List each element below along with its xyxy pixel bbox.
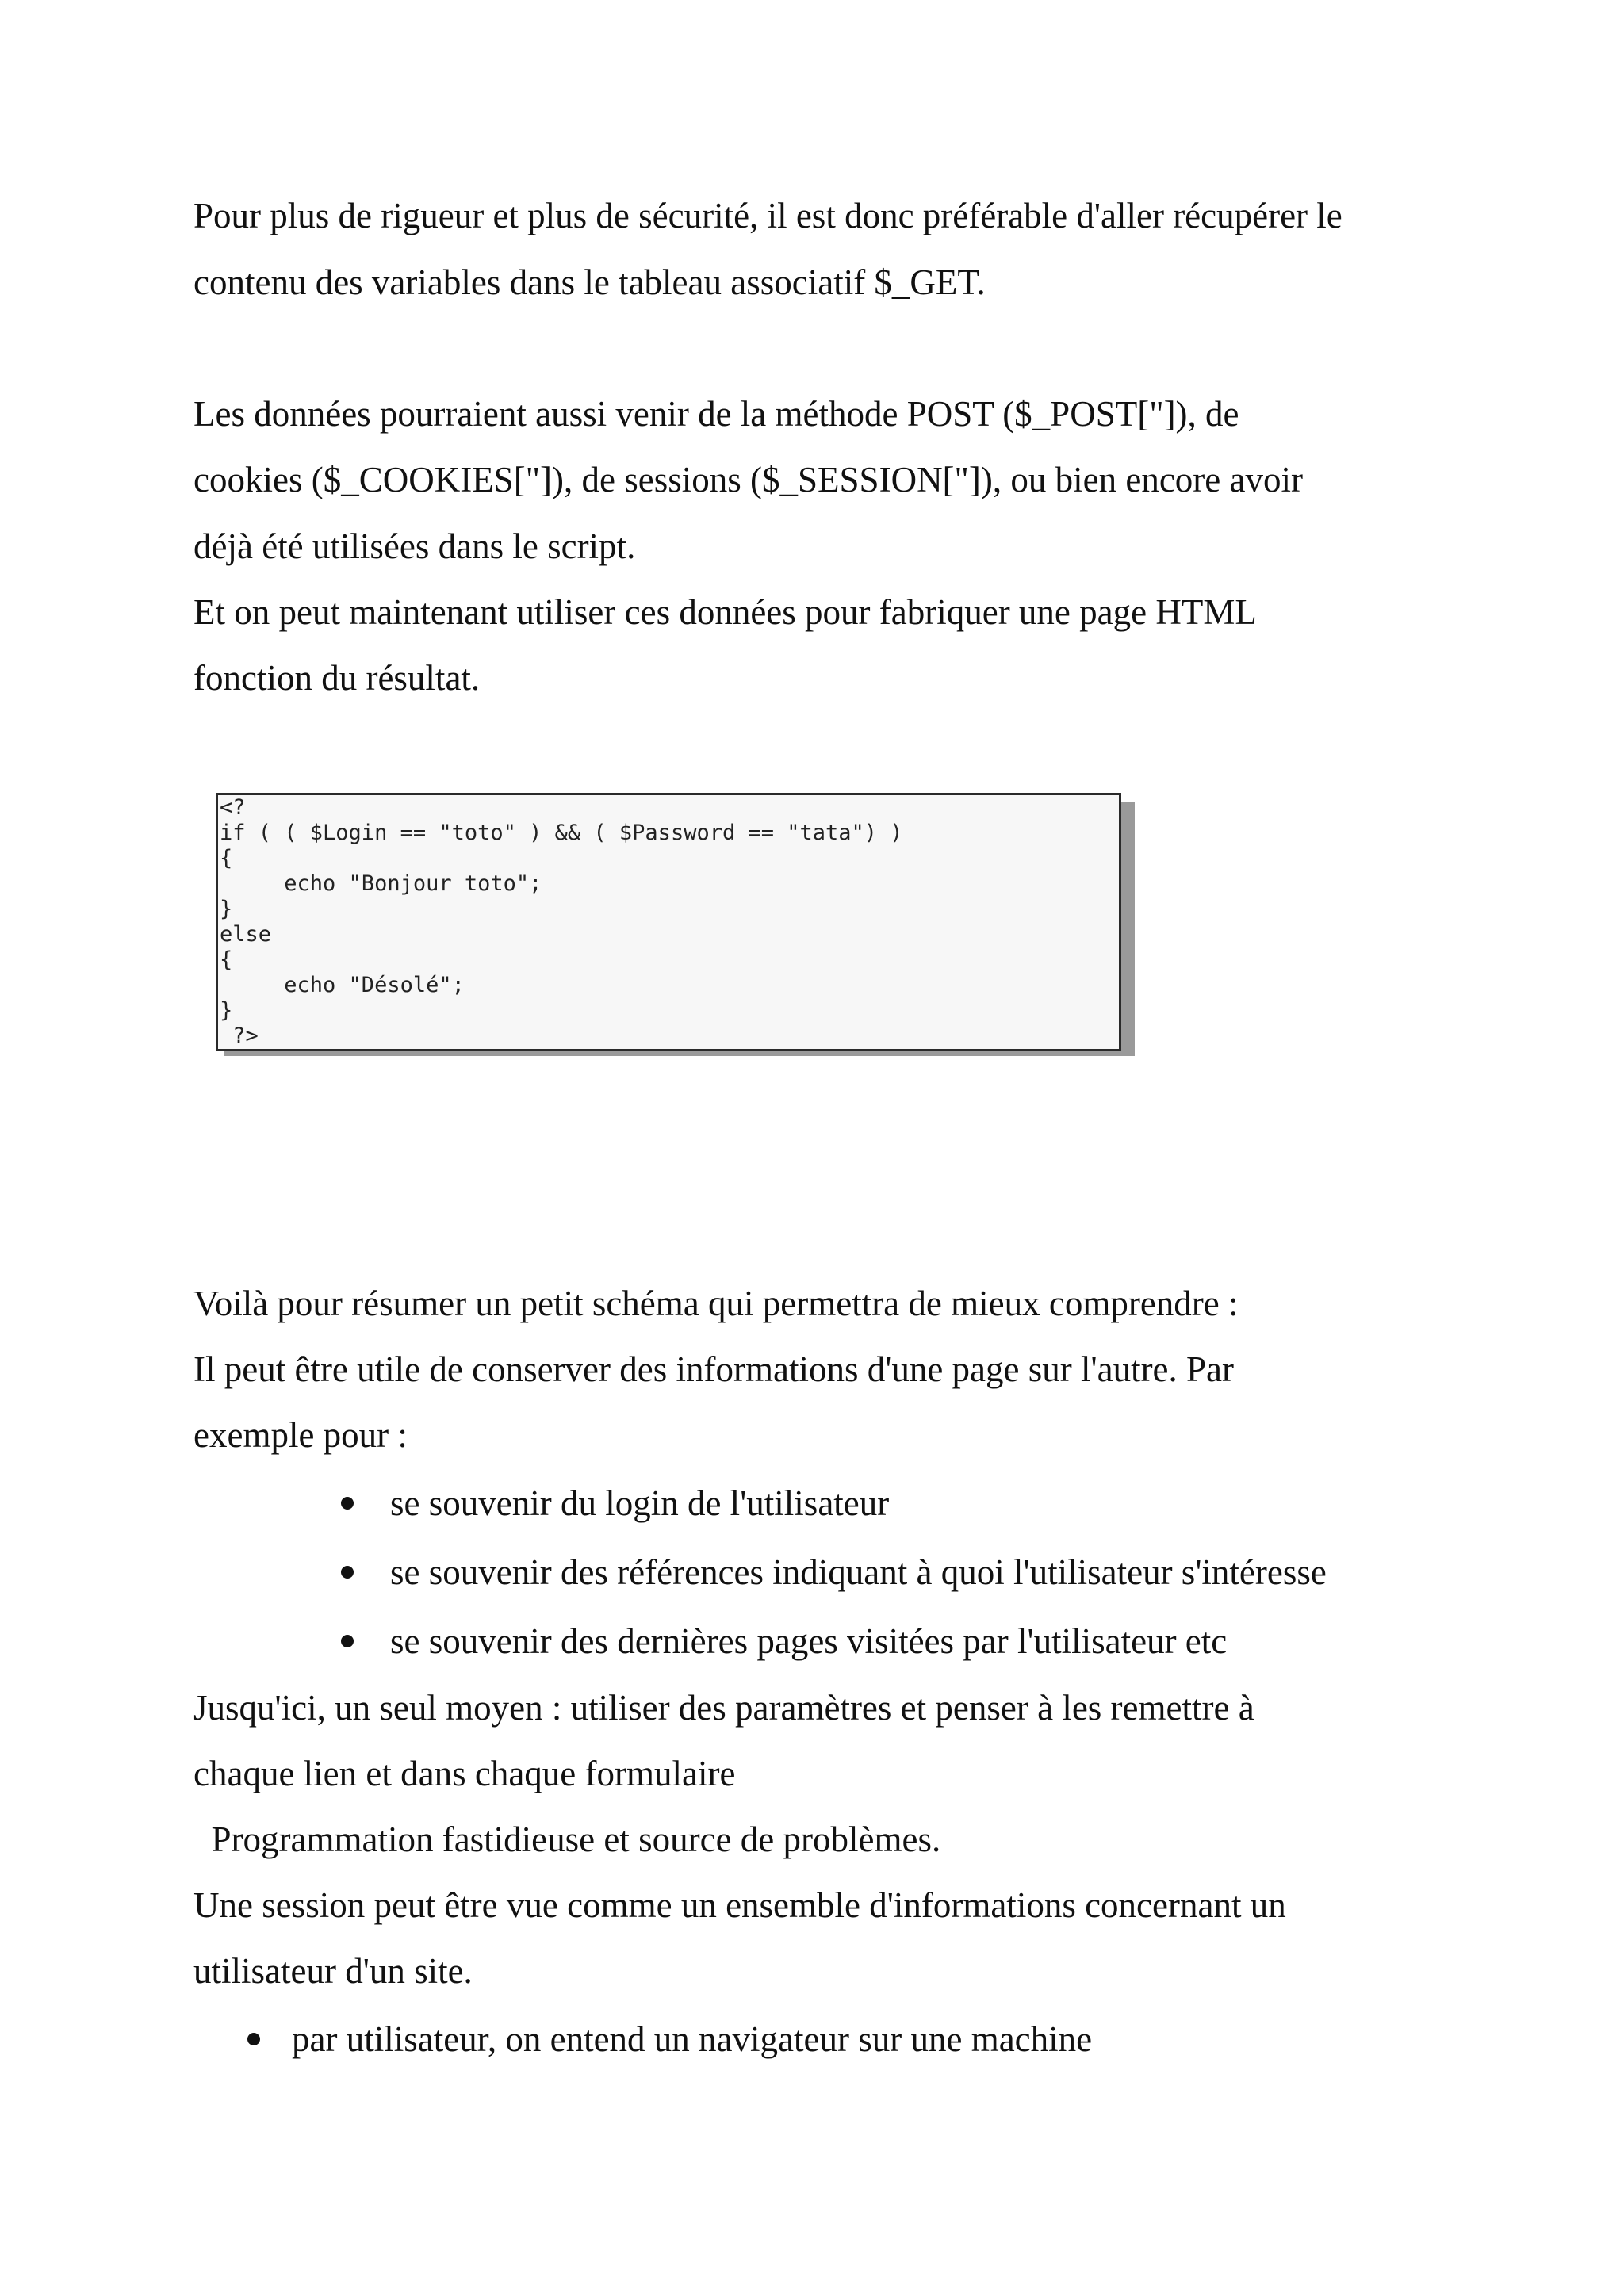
paragraph-text: Pour plus de rigueur et plus de sécurité, il est donc préférable d'aller récupérer le <box>193 196 1342 235</box>
code-line: { <box>220 846 233 871</box>
paragraph-text: cookies ($_COOKIES["]), de sessions ($_SESSION["]), ou bien encore avoir <box>193 460 1303 499</box>
list-item-text: se souvenir du login de l'utilisateur <box>390 1483 890 1523</box>
code-line: <? <box>220 795 246 820</box>
paragraph-text: Il peut être utile de conserver des informations d'une page sur l'autre. Par <box>193 1349 1235 1389</box>
code-line: ?> <box>220 1024 259 1048</box>
paragraph-text: Une session peut être vue comme un ensemble d'informations concernant un <box>193 1885 1286 1925</box>
code-snippet-box <box>216 793 1121 1051</box>
paragraph-text: Voilà pour résumer un petit schéma qui permettra de mieux comprendre : <box>193 1284 1239 1323</box>
bullet-icon <box>247 2033 260 2045</box>
paragraph-text: Et on peut maintenant utiliser ces données pour fabriquer une page HTML <box>193 592 1257 632</box>
bullet-icon <box>341 1566 354 1578</box>
code-line: { <box>220 947 233 972</box>
code-line: echo "Désolé"; <box>220 973 465 997</box>
bullet-icon <box>341 1635 354 1647</box>
list-item-text: par utilisateur, on entend un navigateur sur une machine <box>292 2019 1093 2059</box>
paragraph-text: chaque lien et dans chaque formulaire <box>193 1754 736 1793</box>
paragraph-text: déjà été utilisées dans le script. <box>193 526 636 566</box>
paragraph-text: exemple pour : <box>193 1415 408 1455</box>
paragraph-text: Jusqu'ici, un seul moyen : utiliser des paramètres et penser à les remettre à <box>193 1688 1254 1728</box>
paragraph-text: utilisateur d'un site. <box>193 1951 473 1991</box>
code-line: if ( ( $Login == "toto" ) && ( $Password == "tata") ) <box>220 821 903 845</box>
paragraph-text: contenu des variables dans le tableau associatif $_GET. <box>193 262 986 302</box>
paragraph-text: Programmation fastidieuse et source de problèmes. <box>193 1820 941 1859</box>
code-line: } <box>220 897 233 921</box>
list-item-text: se souvenir des références indiquant à quoi l'utilisateur s'intéresse <box>390 1552 1327 1592</box>
code-line: echo "Bonjour toto"; <box>220 871 542 896</box>
paragraph-text: fonction du résultat. <box>193 658 481 698</box>
code-line: else <box>220 922 272 947</box>
code-line: } <box>220 998 233 1023</box>
paragraph-text: Les données pourraient aussi venir de la méthode POST ($_POST["]), de <box>193 394 1239 434</box>
bullet-icon <box>341 1497 354 1510</box>
list-item-text: se souvenir des dernières pages visitées par l'utilisateur etc <box>390 1621 1228 1661</box>
